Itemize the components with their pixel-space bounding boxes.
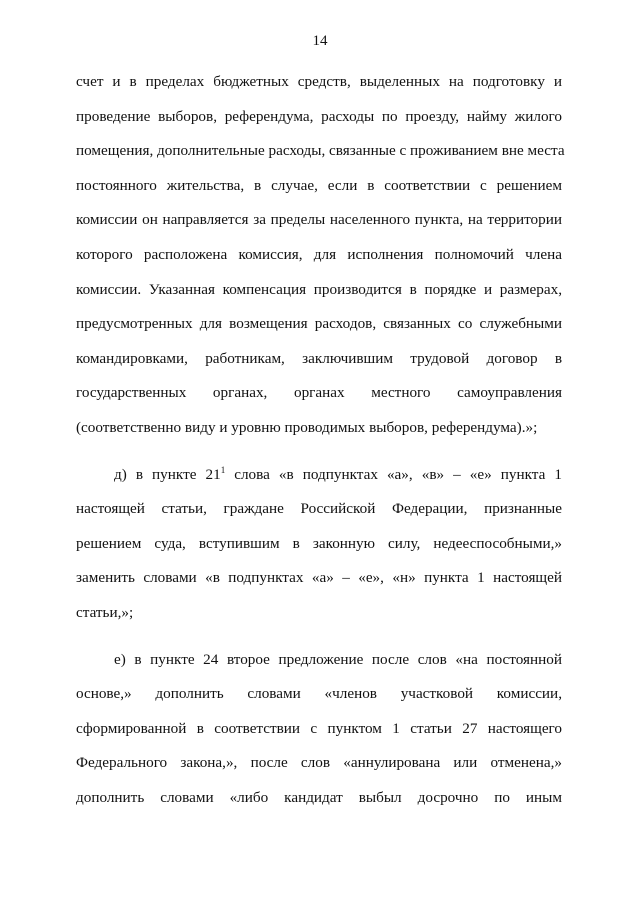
text-line: которого расположена комиссия, для исполнения полномочий члена xyxy=(76,245,562,263)
text-line: сформированной в соответствии с пунктом 1 статьи 27 настоящего xyxy=(76,719,562,737)
document-body xyxy=(76,71,565,821)
text-line: дополнить словами «либо кандидат выбыл досрочно по иным xyxy=(76,788,562,806)
text-line: статьи,»; xyxy=(76,603,134,621)
text-line: Федерального закона,», после слов «аннулирована или отменена,» xyxy=(76,754,562,772)
text-line: помещения, дополнительные расходы, связанные с проживанием вне места xyxy=(76,142,565,160)
text-fragment: слова «в подпунктах «а», «в» – «е» пункта 1 xyxy=(225,465,562,483)
text-line: решением суда, вступившим в законную силу, недееспособными,» xyxy=(76,534,562,552)
text-line: предусмотренных для возмещения расходов, связанных со служебными xyxy=(76,315,562,333)
superscript: 1 xyxy=(220,464,226,475)
text-fragment: д) в пункте 21 xyxy=(114,465,221,483)
text-line: е) в пункте 24 второе предложение после слов «на постоянной xyxy=(114,650,562,668)
paragraph-continuation xyxy=(76,71,565,452)
text-line: основе,» дополнить словами «членов участковой комиссии, xyxy=(76,685,562,703)
text-line: проведение выборов, референдума, расходы по проезду, найму жилого xyxy=(76,107,562,125)
text-line: государственных органах, органах местного самоуправления xyxy=(76,384,562,402)
text-line: заменить словами «в подпунктах «а» – «е», «н» пункта 1 настоящей xyxy=(76,569,562,587)
page-number: 14 xyxy=(312,33,328,49)
text-line: постоянного жительства, в случае, если в соответствии с решением xyxy=(76,176,562,194)
text-line: счет и в пределах бюджетных средств, выделенных на подготовку и xyxy=(76,73,562,90)
text-line: командировками, работникам, заключившим трудовой договор в xyxy=(76,349,562,367)
paragraph-item-d xyxy=(76,464,562,637)
paragraph-item-e xyxy=(76,649,562,822)
text-line: комиссии. Указанная компенсация производится в порядке и размерах, xyxy=(76,280,562,298)
text-line xyxy=(76,464,562,499)
text-line: настоящей статьи, граждане Российской Федерации, признанные xyxy=(76,500,562,518)
text-line: комиссии он направляется за пределы населенного пункта, на территории xyxy=(76,211,562,229)
text-line: (соответственно виду и уровню проводимых выборов, референдума).»; xyxy=(76,418,538,436)
